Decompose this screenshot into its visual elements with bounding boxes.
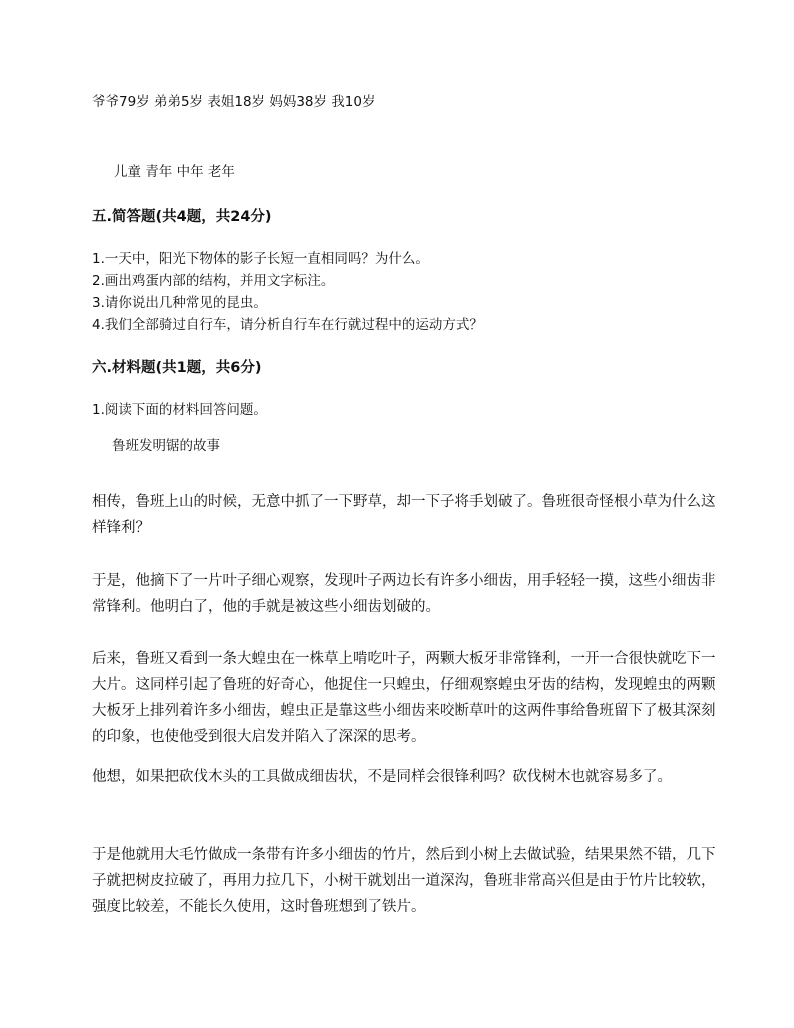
story-paragraph-4: 他想，如果把砍伐木头的工具做成细齿状，不是同样会很锋利吗？砍伐树木也就容易多了。 <box>92 769 672 785</box>
story-title: 鲁班发明锯的故事 <box>112 438 220 454</box>
section-6-title: 六.材料题(共1题，共6分) <box>92 360 262 376</box>
ages-line: 爷爷79岁 弟弟5岁 表姐18岁 妈妈38岁 我10岁 <box>92 94 376 110</box>
life-stages-line: 儿童 青年 中年 老年 <box>114 164 235 180</box>
story-paragraph-3: 后来，鲁班又看到一条大蝗虫在一株草上啃吃叶子，两颗大板牙非常锋利，一开一合很快就吃下一大片。这同样引起了鲁班的好奇心，他捉住一只蝗虫，仔细观察蝗虫牙齿的结构，发现蝗虫的两颗大板牙上排列着许多小细齿，蝗虫正是靠这些小细齿来咬断草叶的这两件事给鲁班留下了极其深刻的印象，也使他受到很大启发并陷入了深深的思考。 <box>92 651 716 745</box>
question-6-1: 1.阅读下面的材料回答问题。 <box>92 402 267 418</box>
story-paragraph-2: 于是，他摘下了一片叶子细心观察，发现叶子两边长有许多小细齿，用手轻轻一摸，这些小细齿非常锋利。他明白了，他的手就是被这些小细齿划破的。 <box>92 573 716 615</box>
question-5-4: 4.我们全部骑过自行车，请分析自行车在行就过程中的运动方式？ <box>92 317 483 333</box>
story-paragraph-5: 于是他就用大毛竹做成一条带有许多小细齿的竹片，然后到小树上去做试验，结果果然不错，几下子就把树皮拉破了，再用力拉几下，小树干就划出一道深沟，鲁班非常高兴但是由于竹片比较软，强度比较差，不能长久使用，这时鲁班想到了铁片。 <box>92 847 716 915</box>
story-paragraph-1: 相传，鲁班上山的时候，无意中抓了一下野草，却一下子将手划破了。鲁班很奇怪根小草为什么这样锋利？ <box>92 494 716 536</box>
question-5-1: 1.一天中，阳光下物体的影子长短一直相同吗？为什么。 <box>92 251 429 267</box>
question-5-2: 2.画出鸡蛋内部的结构，并用文字标注。 <box>92 273 335 289</box>
question-5-3: 3.请你说出几种常见的昆虫。 <box>92 295 267 311</box>
section-5-title: 五.简答题(共4题，共24分) <box>92 209 272 225</box>
